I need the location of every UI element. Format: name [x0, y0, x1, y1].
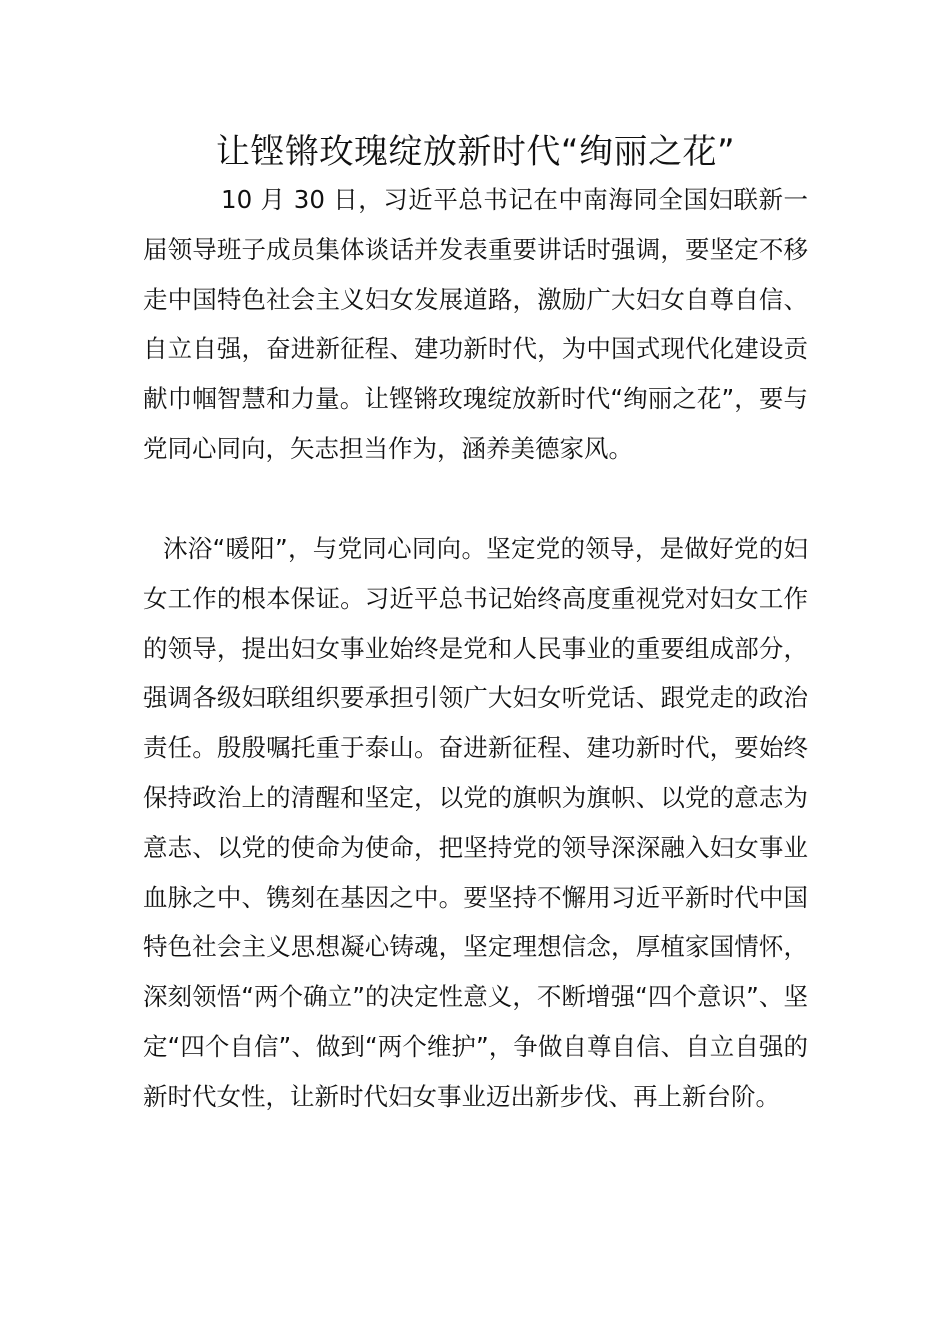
paragraph-party-leadership: 沐浴“暖阳”，与党同心同向。坚定党的领导，是做好党的妇女工作的根本保证。习近平总书记始终高度重视党对妇女工作的领导，提出妇女事业始终是党和人民事业的重要组成部分，强调各级妇联组织要承担引领广大妇女听党话、跟党走的政治责任。殷殷嘱托重于泰山。奋进新征程、建功新时代，要始终保持政治上的清醒和坚定，以党的旗帜为旗帜、以党的意志为意志、以党的使命为使命，把坚持党的领导深深融入妇女事业血脉之中、镌刻在基因之中。要坚持不懈用习近平新时代中国特色社会主义思想凝心铸魂，坚定理想信念，厚植家国情怀，深刻领悟“两个确立”的决定性意义，不断增强“四个意识”、坚定“四个自信”、做到“两个维护”，争做自尊自信、自立自强的新时代女性，让新时代妇女事业迈出新步伐、再上新台阶。 [143, 534, 808, 1111]
document-title: 让铿锵玫瑰绽放新时代“绚丽之花” [215, 132, 736, 172]
paragraph-intro: 10 月 30 日，习近平总书记在中南海同全国妇联新一届领导班子成员集体谈话并发表重要讲话时强调，要坚定不移走中国特色社会主义妇女发展道路，激励广大妇女自尊自信、自立自强，奋进新征程、建功新时代，为中国式现代化建设贡献巾帼智慧和力量。让铿锵玫瑰绽放新时代“绚丽之花”，要与党同心同向，矢志担当作为，涵养美德家风。 [143, 185, 808, 463]
